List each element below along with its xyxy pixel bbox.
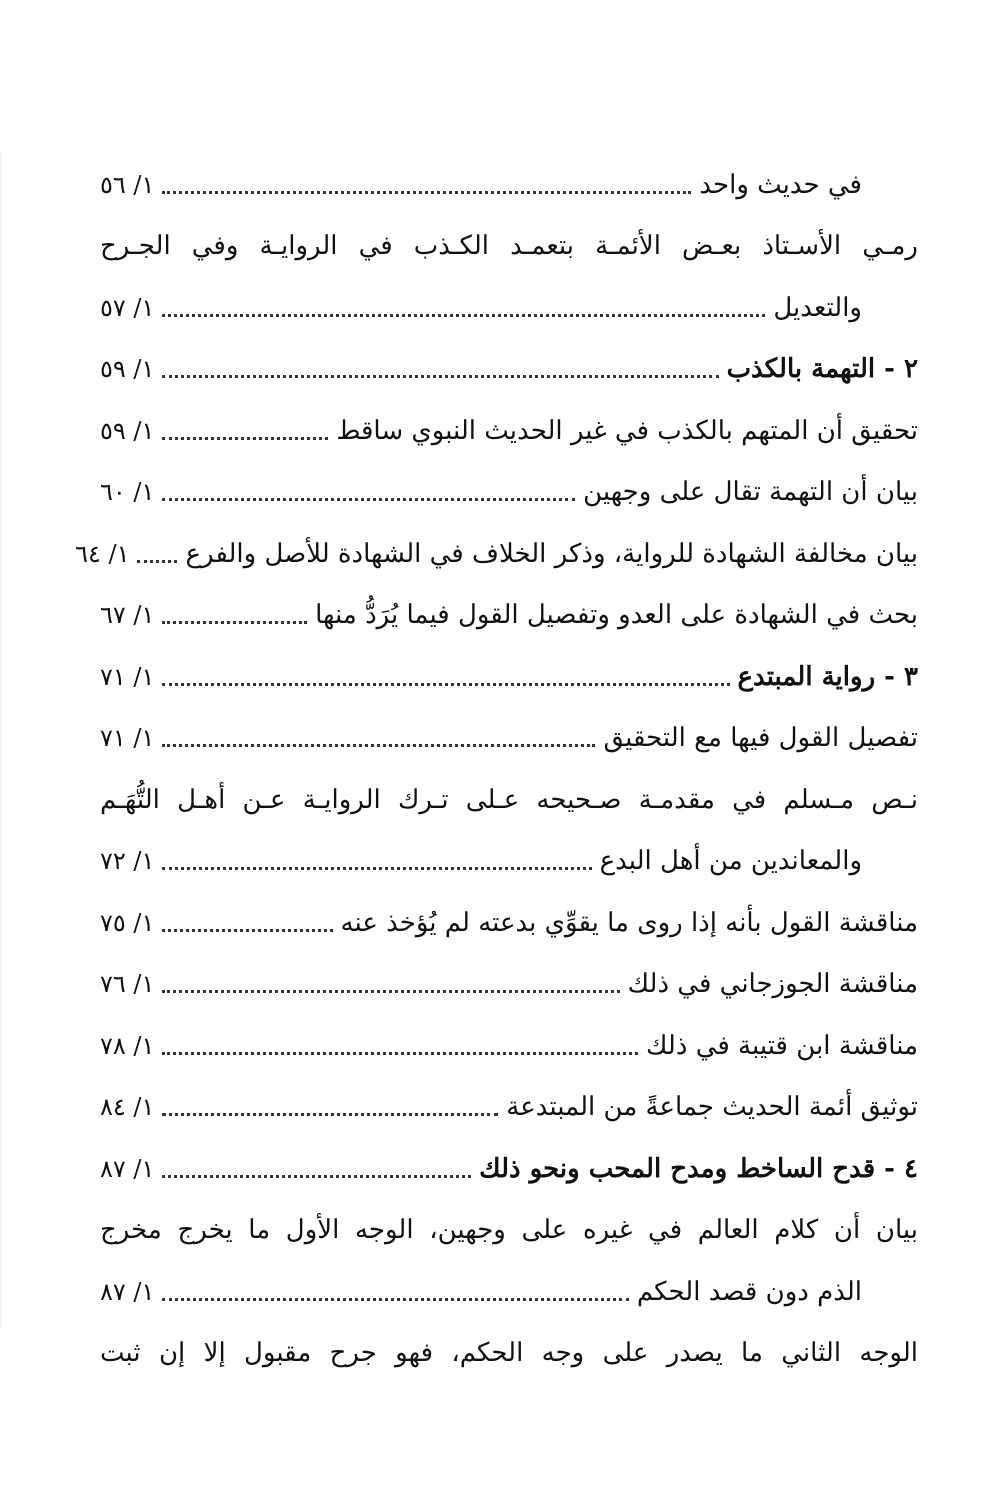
toc-entry-title: بحث في الشهادة على العدو وتفصيل القول فيما يُرَدُّ منها [315,600,918,630]
toc-page-number: ١/ ٦٠ [100,478,155,506]
dot-leader [162,929,332,932]
toc-page-number: ١/ ٦٧ [100,601,155,629]
toc-entry [100,1257,918,1319]
toc-entry [100,1134,918,1196]
toc-page-number: ١/ ٧٥ [100,908,155,937]
toc-page-number: ١/ ٧٢ [100,847,155,875]
toc-page-number: ١/ ٨٧ [100,1154,155,1183]
toc-page-number: ١/ ٧١ [100,724,155,752]
toc-page-number: ١/ ٥٩ [100,416,155,445]
toc-entry-title: بيان أن كلام العالم في غيره على وجهين، الوجه الأول ما يخرج مخرج [100,1215,918,1245]
toc-entry [100,1319,918,1381]
dot-leader [137,560,177,563]
table-of-contents [75,150,918,1380]
toc-entry [100,950,918,1012]
toc-section-heading: ٢ - التهمة بالكذب [726,354,918,384]
toc-entry [100,335,918,397]
toc-entry [100,581,918,643]
toc-entry [100,150,918,212]
page-edge-line [0,150,1,1330]
toc-entry-title: توثيق أئمة الحديث جماعةً من المبتدعة [506,1092,918,1122]
toc-page-number: ١/ ٨٧ [100,1277,155,1306]
toc-entry [100,1196,918,1258]
toc-page-number: ١/ ٧٨ [100,1031,155,1060]
dot-leader [162,1052,638,1055]
dot-leader [162,1175,471,1178]
toc-page-number: ١/ ٦٤ [75,539,130,568]
dot-leader [162,1113,498,1116]
dot-leader [162,621,307,624]
toc-entry-title: الذم دون قصد الحكم [636,1276,862,1307]
toc-entry-title: في حديث واحد [699,169,862,200]
dot-leader [162,744,595,747]
toc-entry-title: مناقشة ابن قتيبة في ذلك [646,1030,918,1061]
dot-leader [162,990,619,993]
toc-page-number: ١/ ٧٦ [100,970,155,998]
dot-leader [162,191,691,194]
toc-page-number: ١/ ٥٦ [100,170,155,199]
toc-entry [100,1011,918,1073]
toc-entry [100,273,918,335]
toc-entry-title: بيان مخالفة الشهادة للرواية، وذكر الخلاف في الشهادة للأصل والفرع [185,538,918,569]
toc-entry-title: تفصيل القول فيها مع التحقيق [603,723,918,753]
toc-entry-title: نـص مـسلم في مقدمـة صـحيحه عـلى تـرك الروايـة عـن أهـل التُّهَـم [100,784,918,815]
dot-leader [162,437,328,440]
toc-entry-title: مناقشة الجوزجاني في ذلك [627,969,918,999]
toc-entry [100,704,918,766]
toc-section-heading: ٤ - قدح الساخط ومدح المحب ونحو ذلك [479,1153,918,1184]
toc-page-number: ١/ ٥٧ [100,293,155,322]
toc-entry-title: تحقيق أن المتهم بالكذب في غير الحديث النبوي ساقط [336,415,918,446]
toc-entry-title: والمعاندين من أهل البدع [599,846,862,876]
dot-leader [162,498,575,501]
toc-page-number: ١/ ٥٩ [100,355,155,383]
toc-page-number: ١/ ٨٤ [100,1093,155,1121]
toc-entry [100,765,918,827]
toc-entry [100,396,918,458]
dot-leader [162,314,765,317]
toc-entry-title: الوجه الثاني ما يصدر على وجه الحكم، فهو جرح مقبول إلا إن ثبت [100,1338,918,1368]
dot-leader [162,375,718,378]
toc-entry-title: والتعديل [773,292,862,323]
toc-entry [100,642,918,704]
dot-leader [162,867,591,870]
toc-entry [75,519,918,581]
toc-entry [100,827,918,889]
toc-entry-title: بيان أن التهمة تقال على وجهين [583,477,918,507]
toc-entry [100,888,918,950]
toc-entry-title: مناقشة القول بأنه إذا روى ما يقوِّي بدعته لم يُؤخذ عنه [340,907,918,938]
dot-leader [162,683,729,686]
toc-entry [100,212,918,274]
toc-entry [100,1073,918,1135]
toc-page-number: ١/ ٧١ [100,662,155,691]
toc-section-heading: ٣ - رواية المبتدع [737,661,918,692]
toc-entry-title: رمـي الأسـتاذ بعـض الأئمـة بتعمـد الكـذب في الروايـة وفي الجـرح [100,231,918,261]
dot-leader [162,1298,628,1301]
toc-entry [100,458,918,520]
